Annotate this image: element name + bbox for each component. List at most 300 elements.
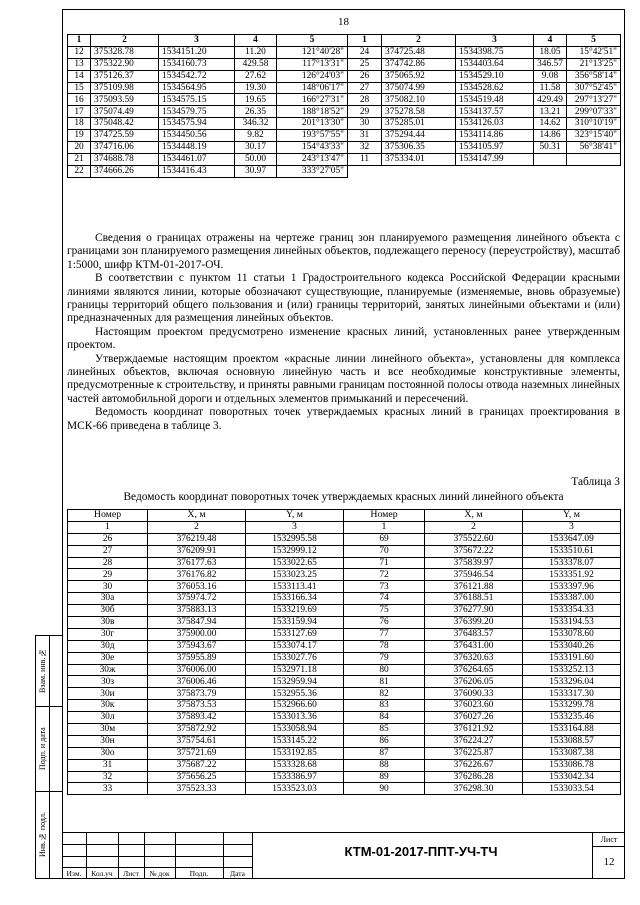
table-coordinates-distances xyxy=(67,34,621,178)
table-cell: 69 xyxy=(344,533,425,545)
table-cell: 1532999.12 xyxy=(246,545,344,557)
table-cell: 77 xyxy=(344,628,425,640)
table-cell: 375847.94 xyxy=(148,617,246,629)
table-row xyxy=(68,46,621,58)
table-row xyxy=(68,664,621,676)
table-cell: 25 xyxy=(348,58,382,70)
table-cell: 376188.51 xyxy=(425,593,523,605)
body-text xyxy=(67,232,620,433)
table-cell: 376209.91 xyxy=(148,545,246,557)
table-cell xyxy=(534,165,567,177)
table-cell: 1533164.88 xyxy=(523,724,621,736)
column-number: 2 xyxy=(148,521,246,533)
paragraph: В соответствии с пунктом 11 статьи 1 Градостроительного кодекса Российской Федерации красными линиями являются линии, которые обозначают существующие, планируемые (изменяемые, вновь образуемые) границы территорий общего пользования и (или) границы территорий, занятых линейными объектами и (или) предназначенных для размещения линейных объектов. xyxy=(67,272,620,325)
column-number: 2 xyxy=(425,521,523,533)
table-cell: 1532966.60 xyxy=(246,700,344,712)
table-cell: 29 xyxy=(348,106,382,118)
table-cell: 1534114.86 xyxy=(456,130,534,142)
table-cell: 1534126.03 xyxy=(456,118,534,130)
table-cell: 375065.92 xyxy=(382,70,456,82)
table-cell: 375523.33 xyxy=(148,783,246,795)
column-header: Номер xyxy=(68,510,148,522)
table-cell: 188°18'52" xyxy=(277,106,348,118)
table-cell: 376286.28 xyxy=(425,771,523,783)
table-cell: 86 xyxy=(344,735,425,747)
table-cell: 1533022.65 xyxy=(246,557,344,569)
table-cell: 88 xyxy=(344,759,425,771)
table-cell: 375721.69 xyxy=(148,747,246,759)
table-cell: 26 xyxy=(68,533,148,545)
col-label-koluch: Кол.уч xyxy=(91,869,113,878)
table-cell: 376277.90 xyxy=(425,605,523,617)
table-cell: 30е xyxy=(68,652,148,664)
table-cell: 1533078.60 xyxy=(523,628,621,640)
table-cell: 26 xyxy=(348,70,382,82)
table-cell: 19.65 xyxy=(235,94,277,106)
table-cell: 375109.98 xyxy=(91,82,159,94)
table-cell: 375522.60 xyxy=(425,533,523,545)
table-cell: 376298.30 xyxy=(425,783,523,795)
table-cell: 376320.63 xyxy=(425,652,523,664)
table-cell: 1533013.36 xyxy=(246,712,344,724)
column-header: 5 xyxy=(277,35,348,47)
table-row xyxy=(68,628,621,640)
table-row xyxy=(68,593,621,605)
table-cell: 1534575.94 xyxy=(159,118,235,130)
table-row xyxy=(68,676,621,688)
table-cell: 90 xyxy=(344,783,425,795)
table-cell: 1533033.54 xyxy=(523,783,621,795)
column-number: 1 xyxy=(344,521,425,533)
table-row xyxy=(68,700,621,712)
table-cell: 26.35 xyxy=(235,106,277,118)
table-cell: 375126.37 xyxy=(91,70,159,82)
table-row xyxy=(68,747,621,759)
table-cell: 1534542.72 xyxy=(159,70,235,82)
table-cell: 24 xyxy=(348,46,382,58)
table-cell: 32 xyxy=(68,771,148,783)
column-header: 2 xyxy=(91,35,159,47)
table-cell: 375082.10 xyxy=(382,94,456,106)
table-row xyxy=(68,688,621,700)
table-cell: 1533194.53 xyxy=(523,617,621,629)
col-label-izm: Изм. xyxy=(66,869,82,878)
table-cell: 1532959.94 xyxy=(246,676,344,688)
table-cell: 1533296.04 xyxy=(523,676,621,688)
table-cell: 375900.00 xyxy=(148,628,246,640)
paragraph: Утверждаемые настоящим проектом «красные линии линейного объекта», установлены для комплекса линейных объектов, включая основную линейную часть и все необходимые конструктивные элементы, предусмотренные к строительству, и приняты равными границам постоянной полосы отвода наземных линейных частей автомобильной дороги и отдельных элементов примыканий и пересечений. xyxy=(67,352,620,405)
table-cell: 27 xyxy=(348,82,382,94)
table-cell: 73 xyxy=(344,581,425,593)
table-cell: 374725.59 xyxy=(91,130,159,142)
table-cell: 1533378.07 xyxy=(523,557,621,569)
table-cell: 28 xyxy=(348,94,382,106)
table-cell: 376121.88 xyxy=(425,581,523,593)
col-label-data: Дата xyxy=(230,869,245,878)
column-header: 3 xyxy=(456,35,534,47)
table-cell: 1533086.78 xyxy=(523,759,621,771)
table-cell: 1533397.96 xyxy=(523,581,621,593)
table-cell: 193°57'55" xyxy=(277,130,348,142)
table-cell xyxy=(382,165,456,177)
table-cell: 1533647.09 xyxy=(523,533,621,545)
table-cell: 1533252.13 xyxy=(523,664,621,676)
table-cell: 18.05 xyxy=(534,46,567,58)
column-number: 3 xyxy=(246,521,344,533)
table-cell: 83 xyxy=(344,700,425,712)
table-cell: 1533387.00 xyxy=(523,593,621,605)
table-cell: 1533328.68 xyxy=(246,759,344,771)
table-cell: 11.58 xyxy=(534,82,567,94)
table-row xyxy=(68,130,621,142)
table-row xyxy=(68,545,621,557)
table-cell: 376219.48 xyxy=(148,533,246,545)
column-header: Y, м xyxy=(523,510,621,522)
table-cell: 15°42'51" xyxy=(567,46,621,58)
side-stamp xyxy=(35,635,62,879)
table-cell: 14.62 xyxy=(534,118,567,130)
table-row xyxy=(68,533,621,545)
side-stamp-label: Подп. и дата xyxy=(38,727,47,770)
table-cell: 19.30 xyxy=(235,82,277,94)
table-cell: 1533299.78 xyxy=(523,700,621,712)
table-cell: 9.08 xyxy=(534,70,567,82)
table-cell: 376006.00 xyxy=(148,664,246,676)
table-cell: 32 xyxy=(348,142,382,154)
table-cell: 1534529.10 xyxy=(456,70,534,82)
table-cell: 376206.05 xyxy=(425,676,523,688)
table-cell: 74 xyxy=(344,593,425,605)
table-cell: 429.49 xyxy=(534,94,567,106)
column-header: 2 xyxy=(382,35,456,47)
table-cell: 375285.01 xyxy=(382,118,456,130)
table-cell: 1534403.64 xyxy=(456,58,534,70)
table-cell: 376264.65 xyxy=(425,664,523,676)
table-cell: 21°13'25" xyxy=(567,58,621,70)
side-stamp-label: Взам. инв.№ xyxy=(38,648,47,694)
table-cell: 21 xyxy=(68,153,91,165)
table-cell: 30м xyxy=(68,724,148,736)
table-row xyxy=(68,724,621,736)
table-cell: 117°13'31" xyxy=(277,58,348,70)
sheet-label: Лист xyxy=(600,835,618,844)
table-cell: 375322.90 xyxy=(91,58,159,70)
table-cell xyxy=(567,165,621,177)
table-cell: 30и xyxy=(68,688,148,700)
table-cell: 30д xyxy=(68,640,148,652)
table-cell: 307°52'45" xyxy=(567,82,621,94)
table3-label: Таблица 3 xyxy=(571,476,620,488)
table-cell: 1533386.97 xyxy=(246,771,344,783)
table-cell: 375754.61 xyxy=(148,735,246,747)
paragraph: Ведомость координат поворотных точек утверждаемых красных линий в границах проектирования в МСК-66 приведена в таблице 3. xyxy=(67,406,620,432)
table-cell: 374742.86 xyxy=(382,58,456,70)
column-header: 3 xyxy=(159,35,235,47)
table-cell: 12 xyxy=(68,46,91,58)
table3-caption: Ведомость координат поворотных точек утверждаемых красных линий линейного объекта xyxy=(123,491,564,503)
table-cell: 30ж xyxy=(68,664,148,676)
table-cell: 148°06'17" xyxy=(277,82,348,94)
table-cell: 375074.49 xyxy=(91,106,159,118)
table-cell: 375334.01 xyxy=(382,153,456,165)
table-cell: 1534461.07 xyxy=(159,153,235,165)
table-cell: 1533159.94 xyxy=(246,617,344,629)
column-header: X, м xyxy=(148,510,246,522)
table-cell: 297°13'27" xyxy=(567,94,621,106)
sheet-number: 12 xyxy=(603,856,615,868)
table-cell: 375946.54 xyxy=(425,569,523,581)
table-cell: 376225.87 xyxy=(425,747,523,759)
table-cell: 1534151.20 xyxy=(159,46,235,58)
table-cell: 375687.22 xyxy=(148,759,246,771)
table-row xyxy=(68,557,621,569)
table-cell: 1534398.75 xyxy=(456,46,534,58)
table-cell: 375656.25 xyxy=(148,771,246,783)
column-header: X, м xyxy=(425,510,523,522)
table-cell: 1534448.19 xyxy=(159,142,235,154)
table-cell: 121°40'28" xyxy=(277,46,348,58)
table-cell: 375873.79 xyxy=(148,688,246,700)
column-header: Y, м xyxy=(246,510,344,522)
table-cell: 1533058.94 xyxy=(246,724,344,736)
table-cell: 243°13'47" xyxy=(277,153,348,165)
table-row xyxy=(68,735,621,747)
table-cell: 1533087.38 xyxy=(523,747,621,759)
table-cell: 14 xyxy=(68,70,91,82)
table-cell: 16 xyxy=(68,94,91,106)
table-cell: 14.86 xyxy=(534,130,567,142)
table-cell: 1534519.48 xyxy=(456,94,534,106)
table-row xyxy=(68,640,621,652)
table-row xyxy=(68,652,621,664)
table-cell: 374666.26 xyxy=(91,165,159,177)
table-cell: 376023.60 xyxy=(425,700,523,712)
table-row xyxy=(68,759,621,771)
table-cell: 1533219.69 xyxy=(246,605,344,617)
table-cell: 201°13'30" xyxy=(277,118,348,130)
column-header: 5 xyxy=(567,35,621,47)
table-cell: 1533166.34 xyxy=(246,593,344,605)
table-cell: 376399.20 xyxy=(425,617,523,629)
table-cell: 1534450.56 xyxy=(159,130,235,142)
table-cell: 429.58 xyxy=(235,58,277,70)
table-cell: 30н xyxy=(68,735,148,747)
table-cell: 375328.78 xyxy=(91,46,159,58)
table-cell: 72 xyxy=(344,569,425,581)
table-cell: 30 xyxy=(348,118,382,130)
table-cell: 154°43'33" xyxy=(277,142,348,154)
table-cell: 1534579.75 xyxy=(159,106,235,118)
table-cell: 20 xyxy=(68,142,91,154)
table-cell: 56°38'41" xyxy=(567,142,621,154)
table-cell: 375893.42 xyxy=(148,712,246,724)
table-cell: 376483.57 xyxy=(425,628,523,640)
table-cell: 30б xyxy=(68,605,148,617)
table-cell: 1532971.18 xyxy=(246,664,344,676)
table-cell: 333°27'05" xyxy=(277,165,348,177)
table-cell: 375074.99 xyxy=(382,82,456,94)
table-row xyxy=(68,70,621,82)
column-header: 4 xyxy=(534,35,567,47)
table-cell: 1533192.85 xyxy=(246,747,344,759)
table-cell: 126°24'03" xyxy=(277,70,348,82)
table-cell: 1533523.03 xyxy=(246,783,344,795)
table-cell: 375278.58 xyxy=(382,106,456,118)
table-cell: 299°07'33" xyxy=(567,106,621,118)
table-cell: 376090.33 xyxy=(425,688,523,700)
table-cell: 31 xyxy=(68,759,148,771)
table-cell: 31 xyxy=(348,130,382,142)
column-header: Номер xyxy=(344,510,425,522)
table-cell: 374688.78 xyxy=(91,153,159,165)
table-cell: 30о xyxy=(68,747,148,759)
table-cell: 87 xyxy=(344,747,425,759)
table-row xyxy=(68,106,621,118)
table-cell: 30к xyxy=(68,700,148,712)
table-row xyxy=(68,771,621,783)
table-row xyxy=(68,581,621,593)
table-cell: 1533040.26 xyxy=(523,640,621,652)
table-cell: 82 xyxy=(344,688,425,700)
table-cell xyxy=(534,153,567,165)
table-cell: 376224.27 xyxy=(425,735,523,747)
table-cell: 1534137.57 xyxy=(456,106,534,118)
table-cell xyxy=(348,165,382,177)
table-cell: 50.31 xyxy=(534,142,567,154)
table-cell: 1533023.25 xyxy=(246,569,344,581)
table-cell: 33 xyxy=(68,783,148,795)
table-cell: 1533127.69 xyxy=(246,628,344,640)
table-row xyxy=(68,783,621,795)
table-cell: 29 xyxy=(68,569,148,581)
table-cell: 1533074.17 xyxy=(246,640,344,652)
table-cell: 84 xyxy=(344,712,425,724)
table-cell: 1534564.95 xyxy=(159,82,235,94)
table-cell: 375672.22 xyxy=(425,545,523,557)
table-cell: 1533191.60 xyxy=(523,652,621,664)
table-row xyxy=(68,94,621,106)
table-cell: 376226.67 xyxy=(425,759,523,771)
table-cell: 1533510.61 xyxy=(523,545,621,557)
table-cell: 1533088.57 xyxy=(523,735,621,747)
table-cell: 13.21 xyxy=(534,106,567,118)
table-cell: 1534528.62 xyxy=(456,82,534,94)
table-cell: 15 xyxy=(68,82,91,94)
table-cell: 323°15'40" xyxy=(567,130,621,142)
table-cell: 375294.44 xyxy=(382,130,456,142)
table-cell: 375943.67 xyxy=(148,640,246,652)
table-cell: 28 xyxy=(68,557,148,569)
table-cell: 81 xyxy=(344,676,425,688)
table-cell: 356°58'14" xyxy=(567,70,621,82)
paragraph: Сведения о границах отражены на чертеже границ зон планируемого размещения линейного объекта с границами зон планируемого размещения линейных объектов, подлежащего переносу (переустройству), масштаб 1:5000, шифр КТМ-01-2017-ОЧ. xyxy=(67,232,620,271)
table-cell: 374725.48 xyxy=(382,46,456,58)
table-cell: 22 xyxy=(68,165,91,177)
table-cell: 30г xyxy=(68,628,148,640)
column-number: 3 xyxy=(523,521,621,533)
table-row xyxy=(68,617,621,629)
table-cell: 50.00 xyxy=(235,153,277,165)
table-cell: 376431.00 xyxy=(425,640,523,652)
table-cell: 1534105.97 xyxy=(456,142,534,154)
table-cell: 30.17 xyxy=(235,142,277,154)
table-cell: 375872.92 xyxy=(148,724,246,736)
table-cell: 1534147.99 xyxy=(456,153,534,165)
table-cell: 17 xyxy=(68,106,91,118)
table-row xyxy=(68,58,621,70)
column-header: 1 xyxy=(348,35,382,47)
table-cell: 1533027.76 xyxy=(246,652,344,664)
table-cell: 376176.82 xyxy=(148,569,246,581)
table-cell: 80 xyxy=(344,664,425,676)
table-cell: 376006.46 xyxy=(148,676,246,688)
table-cell: 13 xyxy=(68,58,91,70)
table-row xyxy=(68,165,621,177)
table-cell: 1534575.15 xyxy=(159,94,235,106)
table-cell: 1534416.43 xyxy=(159,165,235,177)
table-cell: 30з xyxy=(68,676,148,688)
table-cell: 30.97 xyxy=(235,165,277,177)
col-label-ndok: № док xyxy=(149,869,170,878)
table-cell xyxy=(456,165,534,177)
table-cell: 1533351.92 xyxy=(523,569,621,581)
table-cell: 1533317.30 xyxy=(523,688,621,700)
table-cell: 9.82 xyxy=(235,130,277,142)
table-row xyxy=(68,569,621,581)
table-cell: 85 xyxy=(344,724,425,736)
table-row xyxy=(68,142,621,154)
table-cell: 375839.97 xyxy=(425,557,523,569)
table-cell: 30а xyxy=(68,593,148,605)
table-cell: 27 xyxy=(68,545,148,557)
document-code: КТМ-01-2017-ППТ-УЧ-ТЧ xyxy=(344,844,498,859)
table-cell: 76 xyxy=(344,617,425,629)
table-row xyxy=(68,118,621,130)
table-cell: 375048.42 xyxy=(91,118,159,130)
table-row xyxy=(68,82,621,94)
table-cell: 1532995.58 xyxy=(246,533,344,545)
table-cell: 375883.13 xyxy=(148,605,246,617)
table-cell: 1533235.46 xyxy=(523,712,621,724)
table-row xyxy=(68,712,621,724)
table-cell: 1533354.33 xyxy=(523,605,621,617)
table-cell: 1533145.22 xyxy=(246,735,344,747)
col-label-podp: Подп. xyxy=(189,869,209,878)
table-cell: 30 xyxy=(68,581,148,593)
table-cell: 11 xyxy=(348,153,382,165)
table-cell: 376027.26 xyxy=(425,712,523,724)
table-cell: 19 xyxy=(68,130,91,142)
table-cell: 376121.92 xyxy=(425,724,523,736)
page-number: 18 xyxy=(338,16,349,28)
table-cell: 375873.53 xyxy=(148,700,246,712)
table-cell: 375955.89 xyxy=(148,652,246,664)
column-header: 4 xyxy=(235,35,277,47)
table-cell: 346.57 xyxy=(534,58,567,70)
table-cell: 1534160.73 xyxy=(159,58,235,70)
table-cell: 79 xyxy=(344,652,425,664)
table-cell: 1533113.41 xyxy=(246,581,344,593)
table-red-lines-coordinates xyxy=(67,509,621,795)
table-cell: 89 xyxy=(344,771,425,783)
table-cell: 374716.06 xyxy=(91,142,159,154)
table-cell: 375306.35 xyxy=(382,142,456,154)
table-cell: 27.62 xyxy=(235,70,277,82)
col-label-list: Лист xyxy=(123,869,139,878)
table-cell: 346.32 xyxy=(235,118,277,130)
paragraph: Настоящим проектом предусмотрено изменение красных линий, установленных ранее утвержденным проектом. xyxy=(67,325,620,352)
table-cell xyxy=(567,153,621,165)
